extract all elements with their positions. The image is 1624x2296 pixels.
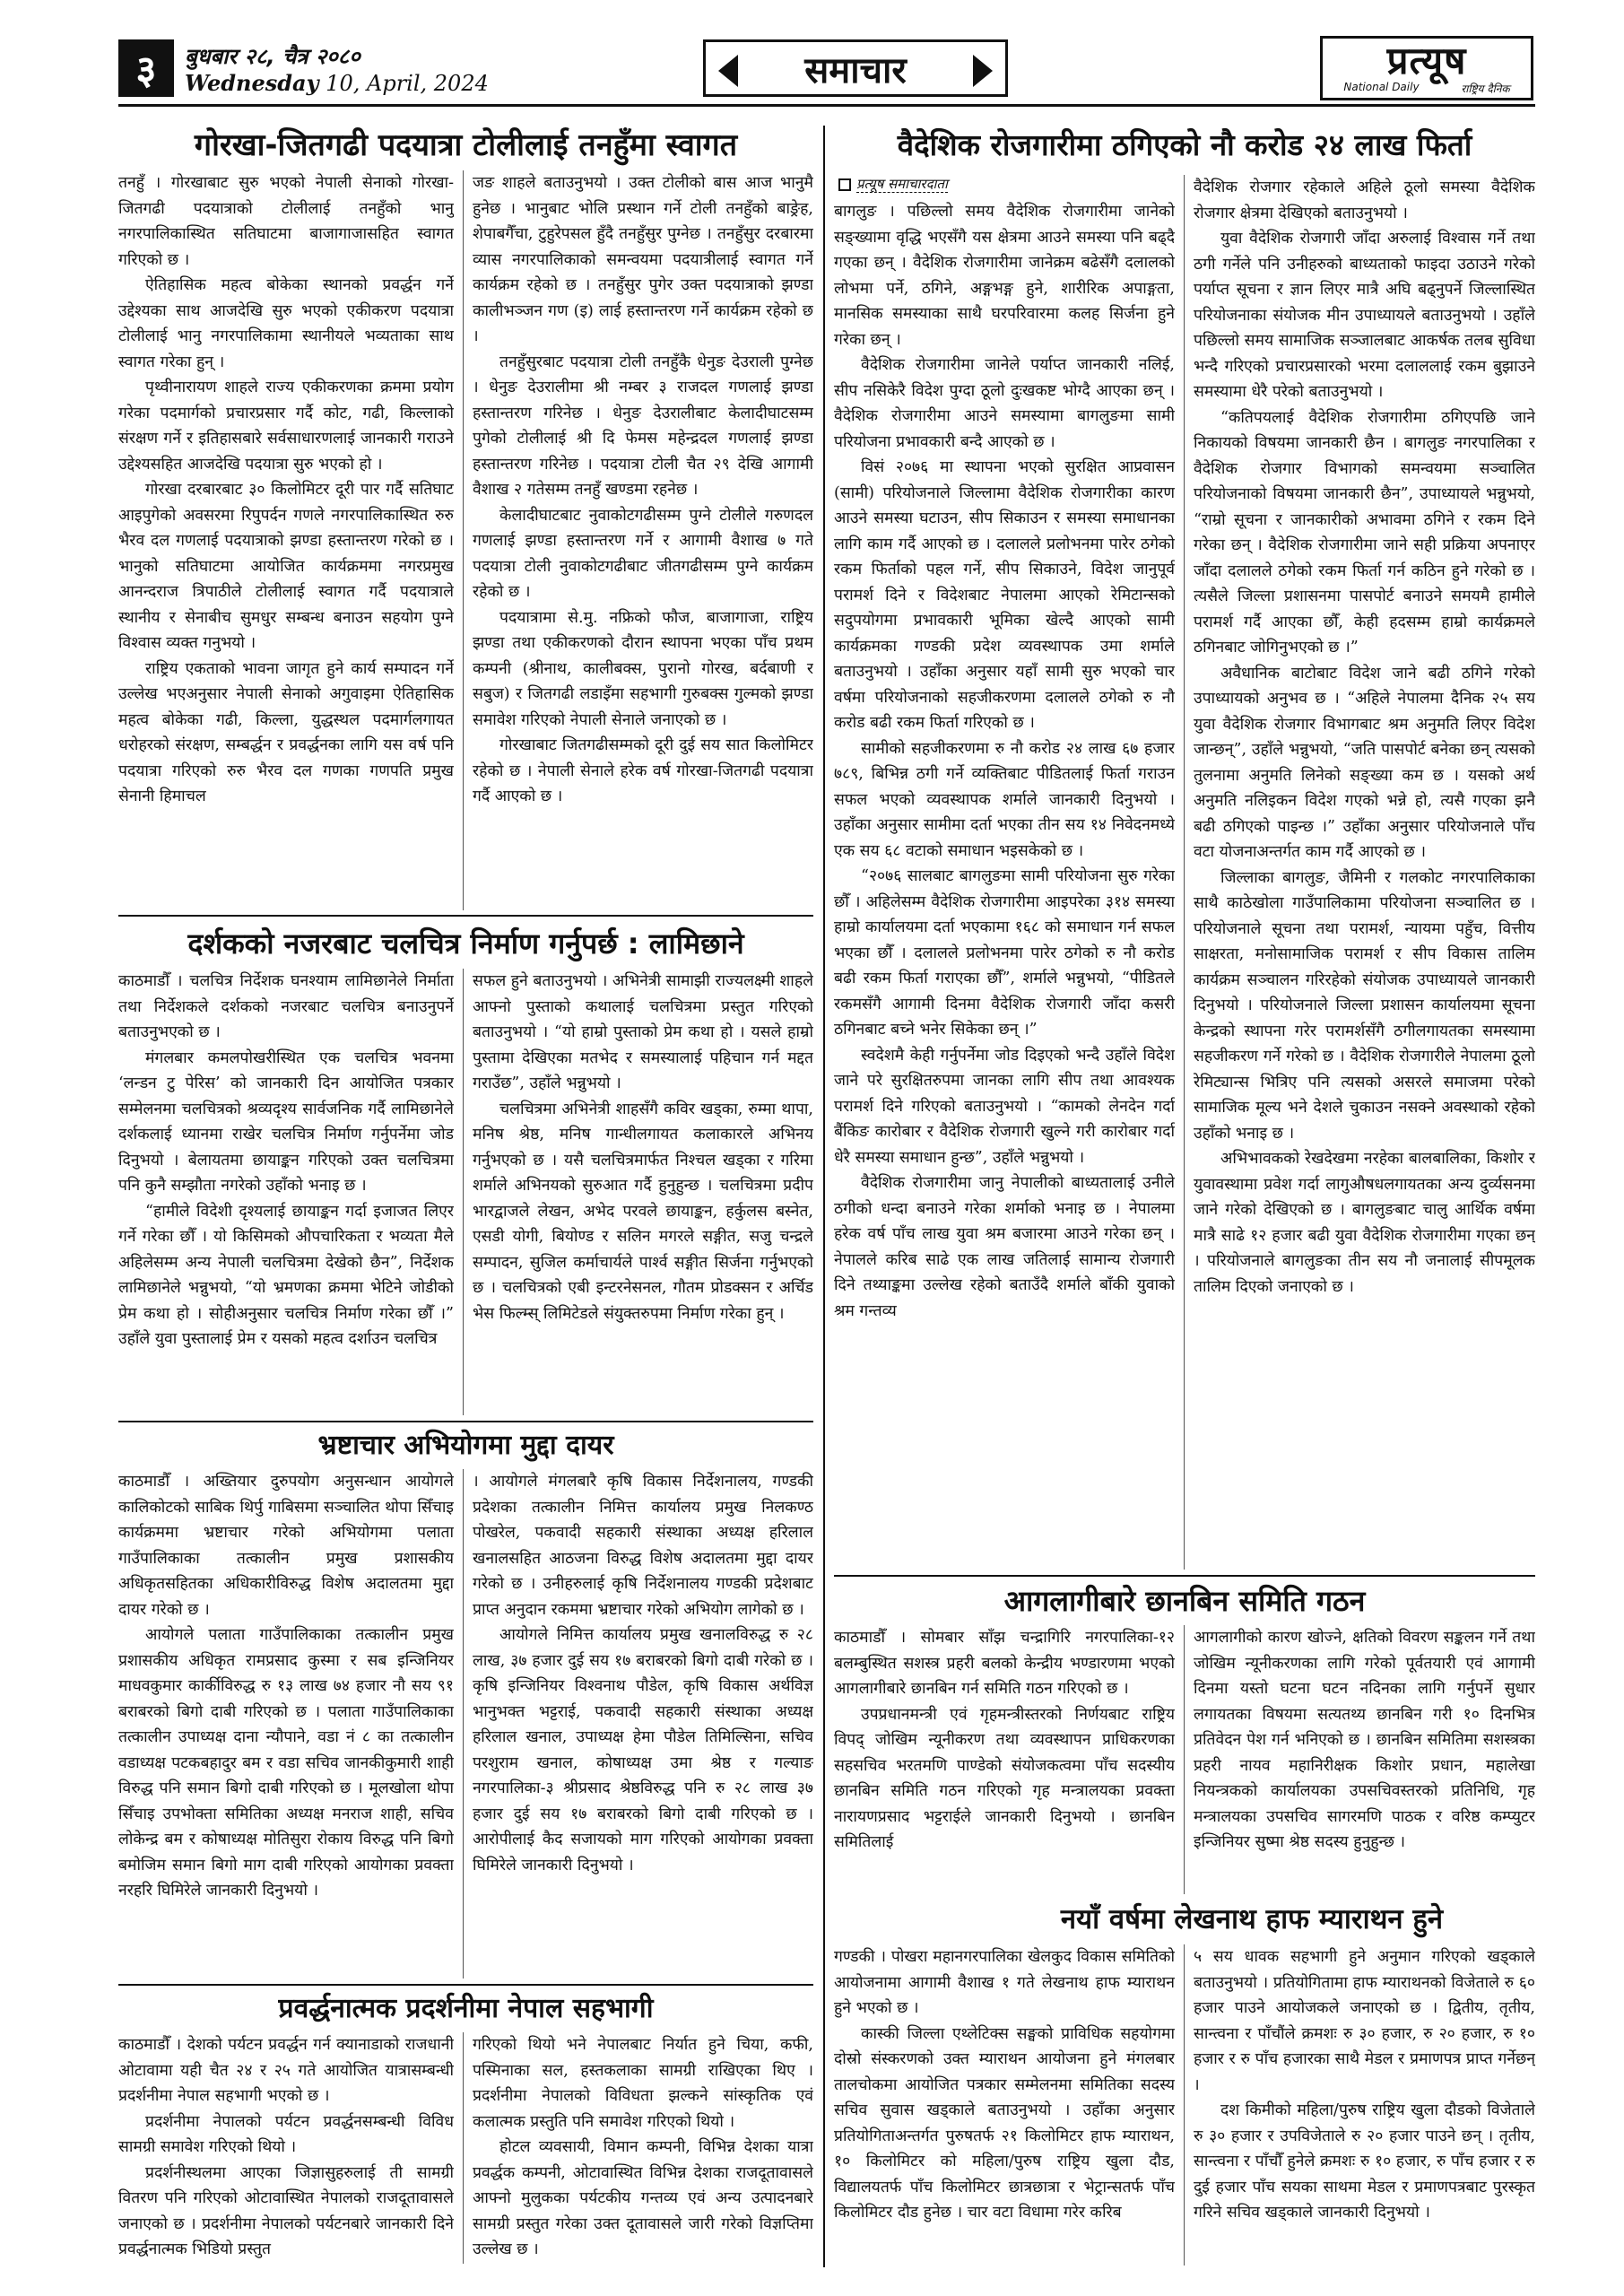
article-corruption-col2 <box>473 1469 813 1980</box>
paragraph: आयोगले पलाता गाउँपालिकाका तत्कालीन प्रमुख प्रशासकीय अधिकृत रामप्रसाद कुस्मा र सब इन्जिनियर माधवकुमार कार्कीविरुद्ध रु १३ लाख ७४ हजार नौ सय ९१ बराबरको बिगो दाबी गरिएको छ । पलाता गाउँपालिकाका तत्कालीन उपाध्यक्ष दाना न्यौपाने, वडा नं ८ का तत्कालीन वडाध्यक्ष पटकबहादुर बम र वडा सचिव जानकीकुमारी शाही विरुद्ध पनि समान बिगो दाबी गरिएको छ । मूलखोला थोपा सिँचाइ उपभोक्ता समितिका अध्यक्ष मनराज शाही, सचिव लोकेन्द्र बम र कोषाध्यक्ष मोतिसुरा रोकाय विरुद्ध पनि बिगो बमोजिम समान बिगो माग दाबी गरिएको आयोगका प्रवक्ता नरहरि घिमिरेले जानकारी दिनुभयो । <box>118 1626 454 1900</box>
date-nepali: बुधबार २८, चैत्र २०८० <box>185 44 360 69</box>
paragraph: जङ शाहले बताउनुभयो । उक्त टोलीको बास आज भानुमै हुनेछ । भानुबाट भोलि प्रस्थान गर्ने टोली तनहुँको बाङ्रेह, शेपाबगैँचा, टुहुरेपसल हुँदै तनहुँसुर पुग्नेछ । तनहुँसुर दरबारमा व्यास नगरपालिकाको समन्वयमा पदयात्रीलाई स्वागत गर्ने कार्यक्रम रहेको छ । तनहुँसुर पुगेर उक्त पदयात्राको झण्डा कालीभञ्जन गण (इ) लाई हस्तान्तरण गर्ने कार्यक्रम रहेको छ । <box>473 174 813 345</box>
paragraph: राष्ट्रिय एकताको भावना जागृत हुने कार्य सम्पादन गर्ने उल्लेख भएअनुसार नेपाली सेनाको अगुवाइमा ऐतिहासिक महत्व बोकेका गढी, किल्ला, युद्धस्थल पदमार्गलगायत धरोहरको संरक्षण, सम्बर्द्धन र प्रवर्द्धनका लागि यस वर्ष पनि पदयात्रा गरिएको रुरु भैरव दल गणका गणपति प्रमुख सेनानी हिमाचल <box>118 659 454 805</box>
article-corruption-col1 <box>118 1469 454 1980</box>
paragraph: विसं २०७६ मा स्थापना भएको सुरक्षित आप्रवासन (सामी) परियोजनाले जिल्लामा वैदेशिक रोजगारीका कारण आउने समस्या घटाउन, सीप सिकाउन र समस्या समाधानका लागि काम गर्दै आएको छ । दलालले प्रलोभनमा पारेर ठगेको रकम फिर्ताको पहल गर्ने, सीप सिकाउने, विदेश जानुपूर्व परामर्श दिने र विदेशबाट नेपालमा आएको रेमिटान्सको सदुपयोगमा प्रभावकारी भूमिका खेल्दै आएको सामी कार्यक्रमका गण्डकी प्रदेश व्यवस्थापक उमा शर्माले बताउनुभयो । उहाँका अनुसार यहाँ सामी सुरु भएको चार वर्षमा परियोजनाको सहजीकरणमा दलालले ठगेको रु नौ करोड बढी रकम फिर्ता गरिएको छ । <box>834 458 1175 732</box>
article-film-col1 <box>118 969 454 1417</box>
column-divider <box>463 1469 464 1979</box>
paragraph: सामीको सहजीकरणमा रु नौ करोड २४ लाख ६७ हजार ७८९, बिभिन्न ठगी गर्ने व्यक्तिबाट पीडितलाई फिर्ता गराउन सफल भएको व्यवस्थापक शर्माले जानकारी दिनुभयो । उहाँका अनुसार सामीमा दर्ता भएका तीन सय १४ निवेदनमध्ये एक सय ६८ वटाको समाधान भइसकेको छ । <box>834 739 1175 860</box>
article-divider <box>834 1575 1535 1577</box>
paragraph: उपप्रधानमन्त्री एवं गृहमन्त्रीस्तरको निर्णयबाट राष्ट्रिय विपद् जोखिम न्यूनीकरण तथा व्यवस्थापन प्राधिकरणका सहसचिव भरतमणि पाण्डेको संयोजकत्वमा पाँच सदस्यीय छानबिन समिति गठन गरिएको गृह मन्त्रालयका प्रवक्ता नारायणप्रसाद भट्टराईले जानकारी दिनुभयो । छानबिन समितिलाई <box>834 1705 1175 1851</box>
column-divider <box>463 170 464 910</box>
masthead-logo <box>1320 36 1533 100</box>
paragraph: केलादीघाटबाट नुवाकोटगढीसम्म पुग्ने टोलीले गरुणदल गणलाई झण्डा हस्तान्तरण गर्ने र आगामी वैशाख ७ गते पदयात्रा टोली नुवाकोटगढीबाट जीतगढीसम्म पुग्ने कार्यक्रम रहेको छ । <box>473 506 813 601</box>
article-divider <box>118 915 813 917</box>
article-gorkha-col2 <box>473 170 813 913</box>
date-english-value: 10, April, 2024 <box>326 71 489 96</box>
headline-foreign-employment: वैदेशिक रोजगारीमा ठगिएको नौ करोड २४ लाख फिर्ता <box>897 127 1472 162</box>
logo-name: प्रत्यूष <box>1386 38 1467 83</box>
paragraph: वैदेशिक रोजगारीमा जानेले पर्याप्त जानकारी नलिई, सीप नसिकेरै विदेश पुग्दा ठूलो दुःखकष्ट भोग्दै आएका छन् । वैदेशिक रोजगारीमा आउने समस्यामा बागलुङमा सामी परियोजना प्रभावकारी बन्दै आएको छ । <box>834 356 1175 451</box>
article-marathon-col2 <box>1194 1944 1535 2267</box>
column-divider <box>463 969 464 1415</box>
article-committee-col1 <box>834 1625 1175 1896</box>
square-icon <box>838 178 851 191</box>
header-rule <box>118 104 1535 107</box>
byline-text: प्रत्यूष समाचारदाता <box>856 176 948 192</box>
paragraph: काठमाडौँ । अख्तियार दुरुपयोग अनुसन्धान आयोगले कालिकोटको साबिक थिर्पु गाबिसमा सञ्चालित थोपा सिँचाइ कार्यक्रममा भ्रष्टाचार गरेको अभियोगमा पलाता गाउँपालिकाका तत्कालीन प्रमुख प्रशासकीय अधिकृतसहितका अधिकारीविरुद्ध विशेष अदालतमा मुद्दा दायर गरेको छ । <box>118 1473 454 1619</box>
paragraph: कास्की जिल्ला एथ्लेटिक्स सङ्घको प्राविधिक सहयोगमा दोस्रो संस्करणको उक्त म्याराथन आयोजना हुने मंगलबार तालचोकमा आयोजित पत्रकार सम्मेलनमा समितिका सदस्य सचिव सुवास खड्काले बताउनुभयो । उहाँका अनुसार प्रतियोगिताअन्तर्गत पुरुषतर्फ २१ किलोमिटर हाफ म्याराथन, १० किलोमिटर को महिला/पुरुष राष्ट्रिय खुला दौड, विद्यालयतर्फ पाँच किलोमिटर छात्रछात्रा र भेट्रान्सतर्फ पाँच किलोमिटर दौड हुनेछ । चार वटा विधामा गरेर करिब <box>834 2024 1175 2222</box>
article-film-col2 <box>473 969 813 1417</box>
arrow-left-icon <box>718 55 738 87</box>
headline-expo: प्रवर्द्धनात्मक प्रदर्शनीमा नेपाल सहभागी <box>278 1993 654 2024</box>
paragraph: आगलागीको कारण खोज्ने, क्षतिको विवरण सङ्कलन गर्ने तथा जोखिम न्यूनीकरणका लागि गरेको पूर्वतयारी एवं आगामी दिनमा यस्तो घटना घटन नदिनका लागि गर्नुपर्ने सुधार लगायतका विषयमा सत्यतथ्य छानबिन गरी १० दिनभित्र प्रतिवेदन पेश गर्न भनिएको छ । छानबिन समितिमा सशस्त्रका प्रहरी नायव महानिरीक्षक किशोर प्रधान, महालेखा नियन्त्रकको कार्यालयका उपसचिवस्तरको प्रतिनिधि, गृह मन्त्रालयका उपसचिव सागरमणि पाठक र वरिष्ठ कम्प्युटर इन्जिनियर सुष्मा श्रेष्ठ सदस्य हुनुहुन्छ । <box>1194 1629 1535 1851</box>
headline-gorkha: गोरखा-जितगढी पदयात्रा टोलीलाई तनहुँमा स्वागत <box>194 127 738 163</box>
paragraph: मंगलबार कमलपोखरीस्थित एक चलचित्र भवनमा ‘लन्डन टु पेरिस’ को जानकारी दिन आयोजित पत्रकार सम्मेलनमा चलचित्रको श्रव्यदृश्य सार्वजनिक गर्दै लामिछानेले दर्शकलाई ध्यानमा राखेर चलचित्र निर्माण गर्नुपर्नेमा जोड दिनुभयो । बेलायतमा छायाङ्कन गरिएको उक्त चलचित्रमा पनि कुनै सम्झौता नगरेको उहाँको भनाइ छ । <box>118 1048 454 1195</box>
date-weekday: Wednesday <box>185 70 319 96</box>
paragraph: ५ सय धावक सहभागी हुने अनुमान गरिएको खड्काले बताउनुभयो । प्रतियोगितामा हाफ म्याराथनको विजेताले रु ६० हजार पाउने आयोजकले जनाएको छ । द्वितीय, तृतीय, सान्त्वना र पाँचौंले क्रमशः रु ३० हजार, रु २० हजार, रु १० हजार र रु पाँच हजारका साथै मेडल र प्रमाणपत्र प्राप्त गर्नेछन् । <box>1194 1948 1535 2094</box>
date-english <box>185 70 489 96</box>
paragraph: तनहुँसुरबाट पदयात्रा टोली तनहुँकै धेनुङ देउराली पुग्नेछ । धेनुङ देउरालीमा श्री नम्बर ३ राजदल गणलाई झण्डा हस्तान्तरण गरिनेछ । धेनुङ देउरालीबाट केलादीघाटसम्म पुगेको टोलीलाई श्री दि फेमस महेन्द्रदल गणलाई झण्डा हस्तान्तरण गरिनेछ । पदयात्रा टोली चैत २९ देखि आगामी वैशाख २ गतेसम्म तनहुँ खण्डमा रहनेछ । <box>473 352 813 499</box>
byline <box>838 175 948 193</box>
column-divider <box>1184 1944 1185 2266</box>
logo-taglines <box>1323 81 1531 96</box>
paragraph: युवा वैदेशिक रोजगारी जाँदा अरुलाई विश्वास गर्ने तथा ठगी गर्नेले पनि उनीहरुको बाध्यताको फाइदा उठाउने गरेको पर्याप्त सूचना र ज्ञान लिएर मात्रै अघि बढ्नुपर्ने जिल्लास्थित परियोजनाका संयोजक मीन उपाध्यायले बताउनुभयो । उहाँले पछिल्लो समय सामाजिक सञ्जालबाट आकर्षक तलब सुविधा भन्दै गरिएको प्रचारप्रसारको भरमा दलाललाई रकम बुझाउने समस्यामा धेरै परेको बताउनुभयो । <box>1194 230 1535 401</box>
paragraph: चलचित्रमा अभिनेत्री शाहसँगै कविर खड्का, रुम्मा थापा, मनिष श्रेष्ठ, मनिष गान्धीलगायत कलाकारले अभिनय गर्नुभएको छ । यसै चलचित्रमार्फत निश्चल खड्का र गरिमा शर्माले अभिनयको सुरुआत गर्दै हुनुहुन्छ । चलचित्रमा प्रदीप भारद्वाजले लेखन, अभेद परवले छायाङ्कन, हर्कुलस बस्नेत, एसडी योगी, बियोण्ड र सलिन मगरले सङ्गीत, सजु चन्द्रले सम्पादन, सुजिल कर्माचार्यले पार्श्व सङ्गीत सिर्जना गर्नुभएको छ । चलचित्रको एबी इन्टरनेसनल, गौतम प्रोडक्सन र अर्चिड भेस फिल्म्स् लिमिटेडले संयुक्तरुपमा निर्माण गरेका हुन् । <box>473 1100 813 1323</box>
headline-film: दर्शकको नजरबाट चलचित्र निर्माण गर्नुपर्छ : लामिछाने <box>187 926 744 961</box>
paragraph: काठमाडौँ । देशको पर्यटन प्रवर्द्धन गर्न क्यानाडाको राजधानी ओटावामा यही चैत २४ र २५ गते आयोजित यात्रासम्बन्धी प्रदर्शनीमा नेपाल सहभागी भएको छ । <box>118 2036 454 2105</box>
paragraph: गोरखाबाट जितगढीसम्मको दूरी दुई सय सात किलोमिटर रहेको छ । नेपाली सेनाले हरेक वर्ष गोरखा-जितगढी पदयात्रा गर्दै आएको छ । <box>473 736 813 805</box>
section-label <box>703 39 1008 97</box>
headline-committee: आगलागीबारे छानबिन समिति गठन <box>1003 1584 1366 1618</box>
article-foreign-col1 <box>834 199 1175 1571</box>
column-divider <box>1184 1625 1185 1894</box>
column-divider <box>1184 175 1185 1570</box>
article-foreign-col2 <box>1194 175 1535 1571</box>
paragraph: स्वदेशमै केही गर्नुपर्नेमा जोड दिइएको भन्दै उहाँले विदेश जाने परे सुरक्षितरुपमा जानका लागि सीप तथा आवश्यक परामर्श दिने गरिएको बताउनुभयो । “कामको लेनदेन गर्दा बैंकिङ कारोबार र वैदेशिक रोजगारी खुल्ने गरी कारोबार गर्दा धेरै समस्या समाधान हुन्छ”, उहाँले भन्नुभयो । <box>834 1046 1175 1167</box>
paragraph: सफल हुने बताउनुभयो । अभिनेत्री सामाझी राज्यलक्ष्मी शाहले आफ्नो पुस्ताको कथालाई चलचित्रमा प्रस्तुत गरिएको बताउनुभयो । “यो हाम्रो पुस्ताको प्रेम कथा हो । यसले हाम्रो पुस्तामा देखिएका मतभेद र समस्यालाई पहिचान गर्न मद्दत गराउँछ”, उहाँले भन्नुभयो । <box>473 972 813 1092</box>
paragraph: “२०७६ सालबाट बागलुङमा सामी परियोजना सुरु गरेका छौँ । अहिलेसम्म वैदेशिक रोजगारीमा आइपरेका ३१४ समस्या हाम्रो कार्यालयमा दर्ता भएकामा १६८ को समाधान गर्न सफल भएका छौँ । दलालले प्रलोभनमा पारेर ठगेको रु नौ करोड बढी रकम फिर्ता गराएका छौँ”, शर्माले भन्नुभयो, “पीडितले रकमसँगै आगामी दिनमा वैदेशिक रोजगारी जाँदा कसरी ठगिनबाट बच्ने भनेर सिकेका छन् ।” <box>834 867 1175 1039</box>
paragraph: प्रदर्शनीस्थलमा आएका जिज्ञासुहरुलाई ती सामग्री वितरण पनि गरिएको ओटावास्थित नेपालको राजदूतावासले जनाएको छ । प्रदर्शनीमा नेपालको पर्यटनबारे जानकारी दिने प्रवर्द्धनात्मक भिडियो प्रस्तुत <box>118 2163 454 2258</box>
paragraph: गोरखा दरबारबाट ३० किलोमिटर दूरी पार गर्दै सतिघाट आइपुगेको अवसरमा रिपुपर्दन गणले नगरपालिकास्थित रुरु भैरव दल गणलाई पदयात्राको झण्डा हस्तान्तरण गरेको छ । भानुको सतिघाटमा आयोजित कार्यक्रममा नगरप्रमुख आनन्दराज त्रिपाठीले टोलीलाई स्वागत गर्दै पदयात्राले स्थानीय र सेनाबीच सुमधुर सम्बन्ध बनाउन सहयोग पुग्ने विश्वास व्यक्त गनुभयो । <box>118 481 454 652</box>
paragraph: ऐतिहासिक महत्व बोकेका स्थानको प्रवर्द्धन गर्ने उद्देश्यका साथ आजदेखि सुरु भएको एकीकरण पदयात्रा टोलीलाई भानु नगरपालिकामा स्थानीयले भव्यताका साथ स्वागत गरेका हुन् । <box>118 276 454 371</box>
article-divider <box>118 1421 813 1422</box>
page-divider <box>823 126 825 2267</box>
section-title: समाचार <box>804 49 907 91</box>
paragraph: अभिभावकको रेखदेखमा नरहेका बालबालिका, किशोर र युवावस्थामा प्रवेश गर्दा लागुऔषधलगायतका अन्य दुर्व्यसनमा जाने गरेको देखिएको छ । बागलुङबाट चालु आर्थिक वर्षमा मात्रै साढे १२ हजार बढी युवा वैदेशिक रोजगारीमा गएका छन् । परियोजनाले बागलुङका तीन सय नौ जनालाई सीपमूलक तालिम दिएको जनाएको छ । <box>1194 1150 1535 1296</box>
paragraph: जिल्लाका बागलुङ, जैमिनी र गलकोट नगरपालिकाका साथै काठेखोला गाउँपालिकामा परियोजना सञ्चालित छ । परियोजनाले सूचना तथा परामर्श, न्यायमा पहुँच, वित्तीय साक्षरता, मनोसामाजिक परामर्श र सीप विकास तालिम कार्यक्रम सञ्चालन गरिरहेको संयोजक उपाध्यायले जानकारी दिनुभयो । परियोजनाले जिल्ला प्रशासन कार्यालयमा सूचना केन्द्रको स्थापना गरेर परामर्शसँगै ठगीलगायतका समस्यामा सहजीकरण गर्ने गरेको छ । वैदेशिक रोजगारीले नेपालमा ठूलो रेमिट्यान्स भित्रिए पनि त्यसको असरले समाजमा परेको सामाजिक मूल्य भने देशले चुकाउन नसक्ने अवस्थाको रहेको उहाँको भनाइ छ । <box>1194 868 1535 1143</box>
article-divider <box>118 1984 813 1986</box>
page-number: ३ <box>118 39 174 97</box>
paragraph: वैदेशिक रोजगारीमा जानु नेपालीको बाध्यतालाई उनीले ठगीको धन्दा बनाउने गरेका शर्माको भनाइ छ । नेपालमा हरेक वर्ष पाँच लाख युवा श्रम बजारमा आउने गरेका छन् । नेपालले करिब साढे एक लाख जतिलाई सामान्य रोजगारी दिने तथ्याङ्कमा उल्लेख रहेको बताउँदै शर्माले बाँकी युवाको श्रम गन्तव्य <box>834 1174 1175 1320</box>
arrow-right-icon <box>973 55 993 87</box>
paragraph: होटल व्यवसायी, विमान कम्पनी, विभिन्न देशका यात्रा प्रवर्द्धक कम्पनी, ओटावास्थित विभिन्न देशका राजदूतावासले आफ्नो मुलुकका पर्यटकीय गन्तव्य एवं अन्य उत्पादनबारे सामग्री प्रस्तुत गरेका उक्त दूतावासले जारी गरेको विज्ञप्तिमा उल्लेख छ । <box>473 2138 813 2258</box>
paragraph: आयोगले निमित्त कार्यालय प्रमुख खनालविरुद्ध रु २८ लाख, ३७ हजार दुई सय १७ बराबरको बिगो दाबी गरेको छ । कृषि इन्जिनियर विश्वनाथ पौडेल, कृषि विकास अर्थविज्ञ भानुभक्त भट्टराई, पकवादी सहकारी संस्थाका अध्यक्ष हरिलाल खनाल, उपाध्यक्ष हेमा पौडेल तिमिल्सिना, सचिव परशुराम खनाल, कोषाध्यक्ष उमा श्रेष्ठ र गल्याङ नगरपालिका-३ श्रीप्रसाद श्रेष्ठविरुद्ध पनि रु २८ लाख ३७ हजार दुई सय १७ बराबरको बिगो दाबी गरिएको छ । आरोपीलाई कैद सजायको माग गरिएको आयोगका प्रवक्ता घिमिरेले जानकारी दिनुभयो । <box>473 1626 813 1874</box>
column-divider <box>463 2032 464 2264</box>
paragraph: पदयात्रामा से.मु. नफ्रिको फौज, बाजागाजा, राष्ट्रिय झण्डा तथा एकीकरणको दौरान स्थापना भएका पाँच प्रथम कम्पनी (श्रीनाथ, कालीबक्स, पुरानो गोरख, बर्दबाणी र सबुज) र जितगढी लडाइँमा सहभागी गुरुबक्स गुल्मको झण्डा समावेश गरिएको नेपाली सेनाले जनाएको छ । <box>473 608 813 729</box>
headline-marathon: नयाँ वर्षमा लेखनाथ हाफ म्याराथन हुने <box>1060 1903 1444 1935</box>
paragraph: “हामीले विदेशी दृश्यलाई छायाङ्कन गर्दा इजाजत लिएर गर्ने गरेका छौँ । यो किसिमको औपचारिकता र भव्यता मैले अहिलेसम्म अन्य नेपाली चलचित्रमा देखेको छैन”, निर्देशक लामिछानेले भन्नुभयो, “यो भ्रमणका क्रममा भेटिने जोडीको प्रेम कथा हो । सोहीअनुसार चलचित्र निर्माण गरेका छौँ ।” उहाँले युवा पुस्तालाई प्रेम र यसको महत्व दर्शाउन चलचित्र <box>118 1202 454 1348</box>
headline-corruption: भ्रष्टाचार अभियोगमा मुद्दा दायर <box>317 1430 614 1461</box>
paragraph: गण्डकी । पोखरा महानगरपालिका खेलकुद विकास समितिको आयोजनामा आगामी वैशाख १ गते लेखनाथ हाफ म्याराथन हुने भएको छ । <box>834 1948 1175 2017</box>
article-gorkha-col1 <box>118 170 454 913</box>
article-expo-col2 <box>473 2032 813 2266</box>
paragraph: बागलुङ । पछिल्लो समय वैदेशिक रोजगारीमा जानेको सङ्ख्यामा वृद्धि भएसँगै यस क्षेत्रमा आउने समस्या पनि बढ्दै गएका छन् । वैदेशिक रोजगारीमा जानेक्रम बढेसँगै दलालको लोभमा पर्ने, ठगिने, अङ्गभङ्ग हुने, शारीरिक अपाङ्गता, मानसिक समस्याका साथै घरपरिवारमा कलह सिर्जना हुने गरेका छन् । <box>834 203 1175 349</box>
logo-english: National Daily <box>1343 80 1420 93</box>
article-expo-col1 <box>118 2032 454 2266</box>
paragraph: दश किमीको महिला/पुरुष राष्ट्रिय खुला दौडको विजेताले रु ३० हजार र उपविजेताले रु २० हजार पाउने छन् । तृतीय, सान्त्वना र पाँचौँ हुनेले क्रमशः रु १० हजार, रु पाँच हजार र रु दुई हजार पाँच सयका साथमा मेडल र प्रमाणपत्रबाट पुरस्कृत गरिने सचिव खड्काले जानकारी दिनुभयो । <box>1194 2101 1535 2222</box>
paragraph: । आयोगले मंगलबारै कृषि विकास निर्देशनालय, गण्डकी प्रदेशका तत्कालीन निमित्त कार्यालय प्रमुख निलकण्ठ पोखरेल, पकवादी सहकारी संस्थाका अध्यक्ष हरिलाल खनालसहित आठजना विरुद्ध विशेष अदालतमा मुद्दा दायर गरेको छ । उनीहरुलाई कृषि निर्देशनालय गण्डकी प्रदेशबाट प्राप्त अनुदान रकममा भ्रष्टाचार गरेको अभियोग लागेको छ । <box>473 1473 813 1619</box>
article-marathon-col1 <box>834 1944 1175 2267</box>
page-header <box>118 39 1535 100</box>
paragraph: “कतिपयलाई वैदेशिक रोजगारीमा ठगिएपछि जाने निकायको विषयमा जानकारी छैन । बागलुङ नगरपालिका र वैदेशिक रोजगार विभागको समन्वयमा सञ्चालित परियोजनाको विषयमा जानकारी छैन”, उपाध्यायले भन्नुभयो, “राम्रो सूचना र जानकारीको अभावमा ठगिने र रकम दिने गरेका छन् । वैदेशिक रोजगारीमा जाने सही प्रक्रिया अपनाएर जाँदा दलालले ठगेको रकम फिर्ता गर्न कठिन हुने गरेको छ । त्यसैले जिल्ला प्रशासनमा पासपोर्ट बनाउने समयमै हामीले परामर्श गर्दै आएका छौँ, केही हदसम्म हाम्रो कार्यक्रमले ठगिनबाट जोगिनुभएको छ ।” <box>1194 408 1535 657</box>
paragraph: वैदेशिक रोजगार रहेकाले अहिले ठूलो समस्या वैदेशिक रोजगार क्षेत्रमा देखिएको बताउनुभयो । <box>1194 178 1535 222</box>
paragraph: गरिएको थियो भने नेपालबाट निर्यात हुने चिया, कफी, पस्मिनाका सल, हस्तकलाका सामग्री राखिएका थिए । प्रदर्शनीमा नेपालको विविधता झल्कने सांस्कृतिक एवं कलात्मक प्रस्तुति पनि समावेश गरिएको थियो । <box>473 2036 813 2131</box>
paragraph: पृथ्वीनारायण शाहले राज्य एकीकरणका क्रममा प्रयोग गरेका पदमार्गको प्रचारप्रसार गर्दै कोट, गढी, किल्लाको संरक्षण गर्ने र इतिहासबारे सर्वसाधारणलाई जानकारी गराउने उद्देश्यसहित आजदेखि पदयात्रा सुरु भएको हो । <box>118 378 454 474</box>
paragraph: काठमाडौँ । सोमबार साँझ चन्द्रागिरि नगरपालिका-१२ बलम्बुस्थित सशस्त्र प्रहरी बलको केन्द्रीय भण्डारणमा भएको आगलागीबारे छानबिन गर्न समिति गठन गरिएको छ । <box>834 1629 1175 1698</box>
paragraph: तनहुँ । गोरखाबाट सुरु भएको नेपाली सेनाको गोरखा-जितगढी पदयात्राको टोलीलाई तनहुँको भानु नगरपालिकास्थित सतिघाटमा बाजागाजासहित स्वागत गरिएको छ । <box>118 174 454 269</box>
paragraph: काठमाडौँ । चलचित्र निर्देशक घनश्याम लामिछानेले निर्माता तथा निर्देशकले दर्शकको नजरबाट चलचित्र बनाउनुपर्ने बताउनुभएको छ । <box>118 972 454 1041</box>
article-committee-col2 <box>1194 1625 1535 1896</box>
logo-nepali: राष्ट्रिय दैनिक <box>1461 82 1510 95</box>
paragraph: अवैधानिक बाटोबाट विदेश जाने बढी ठगिने गरेको उपाध्यायको अनुभव छ । “अहिले नेपालमा दैनिक २५ सय युवा वैदेशिक रोजगार विभागबाट श्रम अनुमति लिएर विदेश जान्छन्”, उहाँले भन्नुभयो, “जति पासपोर्ट बनेका छन् त्यसको तुलनामा अनुमति लिनेको सङ्ख्या कम छ । यसको अर्थ अनुमति नलिइकन विदेश गएको भन्ने हो, त्यसै गएका झनै बढी ठगिएको पाइन्छ ।” उहाँका अनुसार परियोजनाले पाँच वटा योजनाअन्तर्गत काम गर्दै आएको छ । <box>1194 664 1535 861</box>
paragraph: प्रदर्शनीमा नेपालको पर्यटन प्रवर्द्धनसम्बन्धी विविध सामग्री समावेश गरिएको थियो । <box>118 2112 454 2156</box>
